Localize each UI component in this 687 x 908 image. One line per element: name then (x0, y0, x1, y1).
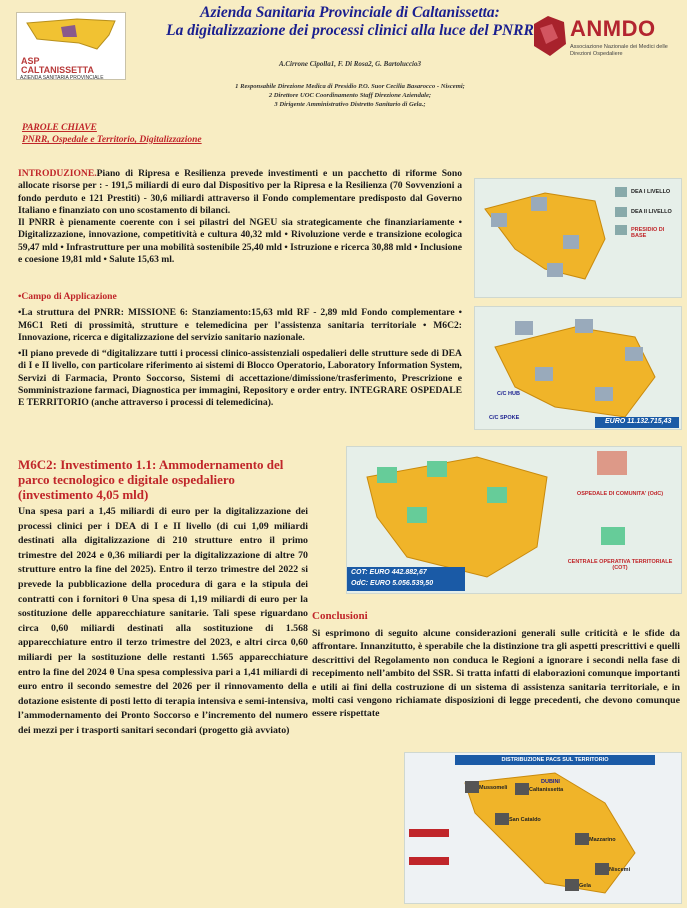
asp-logo-subtitle: AZIENDA SANITARIA PROVINCIALE (20, 75, 104, 81)
pacs-title: DISTRIBUZIONE PACS SUL TERRITORIO (455, 755, 655, 765)
hub-spoke-image: C/C HUB C/C SPOKE EURO 11.132.715,43 (474, 306, 682, 430)
m6c2-title: M6C2: Investimento 1.1: Ammodernamento del parco tecnologico e digitale ospedaliero (investimento 4,05 mld) (18, 457, 284, 502)
intro-label: INTRODUZIONE. (18, 168, 97, 179)
pacs-distribution-image: DISTRIBUZIONE PACS SUL TERRITORIO Mussomeli Caltanissetta San Cataldo Mazzarino Niscemi Gela DUBINI (404, 752, 682, 904)
intro-section (18, 168, 462, 266)
campo-text-1: •La struttura del PNRR: MISSIONE 6: Stanziamento:15,63 mld RF - 2,89 mld Fondo complementare • M6C1 Reti di prossimità, strutture e telemedicina per l’assistenza sanitaria territoriale • M6C2: Innovazione, ricerca e digitalizzazione del servizio sanitario nazionale. (18, 307, 462, 343)
dea-map-image: DEA I LIVELLO DEA II LIVELLO PRESIDIO DI BASE (474, 178, 682, 298)
intro-text: Piano di Ripresa e Resilienza prevede investimenti e un pacchetto di riforme Sono allocate risorse per : - 191,5 miliardi di euro dal Dispositivo per la Ripresa e la Resilienza (70 Sovvenzioni a fondo perduto e 121 Prestiti) - 30,6 miliardi attraverso il Fondo complementare predisposto dal Governo Italiano e finanziato con uno scostamento di bilanci. (18, 168, 462, 216)
poster-title: Azienda Sanitaria Provinciale di Caltanissetta: La digitalizzazione dei processi clinici alla luce del PNRR (166, 4, 534, 39)
conclusioni-title: Conclusioni (312, 610, 368, 622)
anmdo-logo: ANMDO Associazione Nazionale dei Medici delle Direzioni Ospedaliere (530, 10, 680, 68)
odc-cot-image: OSPEDALE DI COMUNITA' (OdC) CENTRALE OPERATIVA TERRITORIALE (COT) COT: EURO 442.882,67 OdC: EURO 5.056.539,50 (346, 446, 682, 594)
asp-logo-text: ASP CALTANISSETTA (21, 56, 94, 75)
affiliations: 1 Responsabile Direzione Medica di Presidio P.O. Suor Cecilia Basarocco - Niscemi; 2 Direttore UOC Coordinamento Staff Direzione Aziendale; 3 Dirigente Amministrativo Distretto Sanitario di Gela.; (235, 83, 465, 108)
campo-title: •Campo di Applicazione (18, 291, 117, 302)
anmdo-emblem-icon (530, 14, 568, 58)
authors: A.Cirrone Cipolla1, F. Di Rosa2, G. Bartoluccio3 (278, 60, 422, 68)
m6c2-text: Una spesa pari a 1,45 miliardi di euro per la digitalizzazione dei processi clinici per i DEA di I e II livello (di cui 1,09 miliardi destinati alla digitalizzazione di 210 strutture entro il primo trimestre del 2024 e 0,36 miliardi per la digitalizzazione di altre 70 strutture entro la fine del 2025). Entro il terzo trimestre del 2022 si prevede la pubblicazione della procedura di gara e la stipula dei contratti con i fornitori θ Una spesa di 1,19 miliardi di euro per la sostituzione delle apparecchiature sanitarie. Tali spese riguardano circa 0,60 miliardi destinati alla sostituzione di 1.568 apparecchiature entro il terzo trimestre del 2023, e altri circa 0,60 miliardi per la sostituzione delle restanti 1.565 apparecchiature entro la fine del 2024 θ Una spesa complessiva pari a 1,41 miliardi di euro entro il secondo semestre del 2026 per il rinnovamento della dotazione esistente di posti letto di terapia intensiva e semi-intensiva, l’ammodernamento dei Pronto Soccorso e l’incremento del numero dei mezzi per i trasporti sanitari secondari (progetto già avviato) (18, 506, 308, 736)
pacs-map-icon (405, 753, 681, 903)
hub-spoke-map-icon (475, 307, 681, 429)
conclusioni-text: Si esprimono di seguito alcune considerazioni generali sulle criticità e le sfide da affrontare. Innanzitutto, è sperabile che la distinzione tra gli aspetti prescrittivi e quelli descrittivi del Regolamento non conduca le Regioni a ignorare i secondi nella fase di recepimento nell’ambito del SSR. Si tratta infatti di elaborazioni comunque importanti e utili ai fini della costruzione di un sistema di assistenza sanitaria territoriale, e in molti casi vengono richiamate disposizioni di legge precedenti, che devono comunque essere rispettate (312, 628, 680, 720)
intro-text-2: Il PNRR è pienamente coerente con i sei pilastri del NGEU sia strategicamente che finanziariamente • Digitalizzazione, innovazione, competitività e cultura 40,32 mld • Rivoluzione verde e transizione ecologica 59,47 mld • Infrastrutture per una mobilità sostenibile 25,40 mld • Istruzione e ricerca 30,88 mld • Inclusione e coesione 19,81 mld • Salute 15,63 ml. (18, 217, 462, 266)
sicily-map-icon (17, 13, 125, 57)
asp-logo (16, 12, 126, 80)
campo-section (18, 291, 462, 410)
keywords: PAROLE CHIAVE PNRR, Ospedale e Territorio, Digitalizzazione (22, 123, 202, 145)
campo-text-2: •Il piano prevede di “digitalizzare tutti i processi clinico-assistenziali ospedalieri delle strutture sede di DEA di I e II livello, con particolare riferimento ai sistemi di Blocco Operatorio, Laboratory Information System, Servizi di Farmacia, Pronto Soccorso, Sistemi di accettazione/dimissione/trasferimento, Prescrizione e Somministrazione farmaci, Diagnostica per immagini, Repository e order entry. INTEGRARE OSPEDALE E TERRITORIO (anche attraverso i processi di telemedicina). (18, 348, 462, 409)
